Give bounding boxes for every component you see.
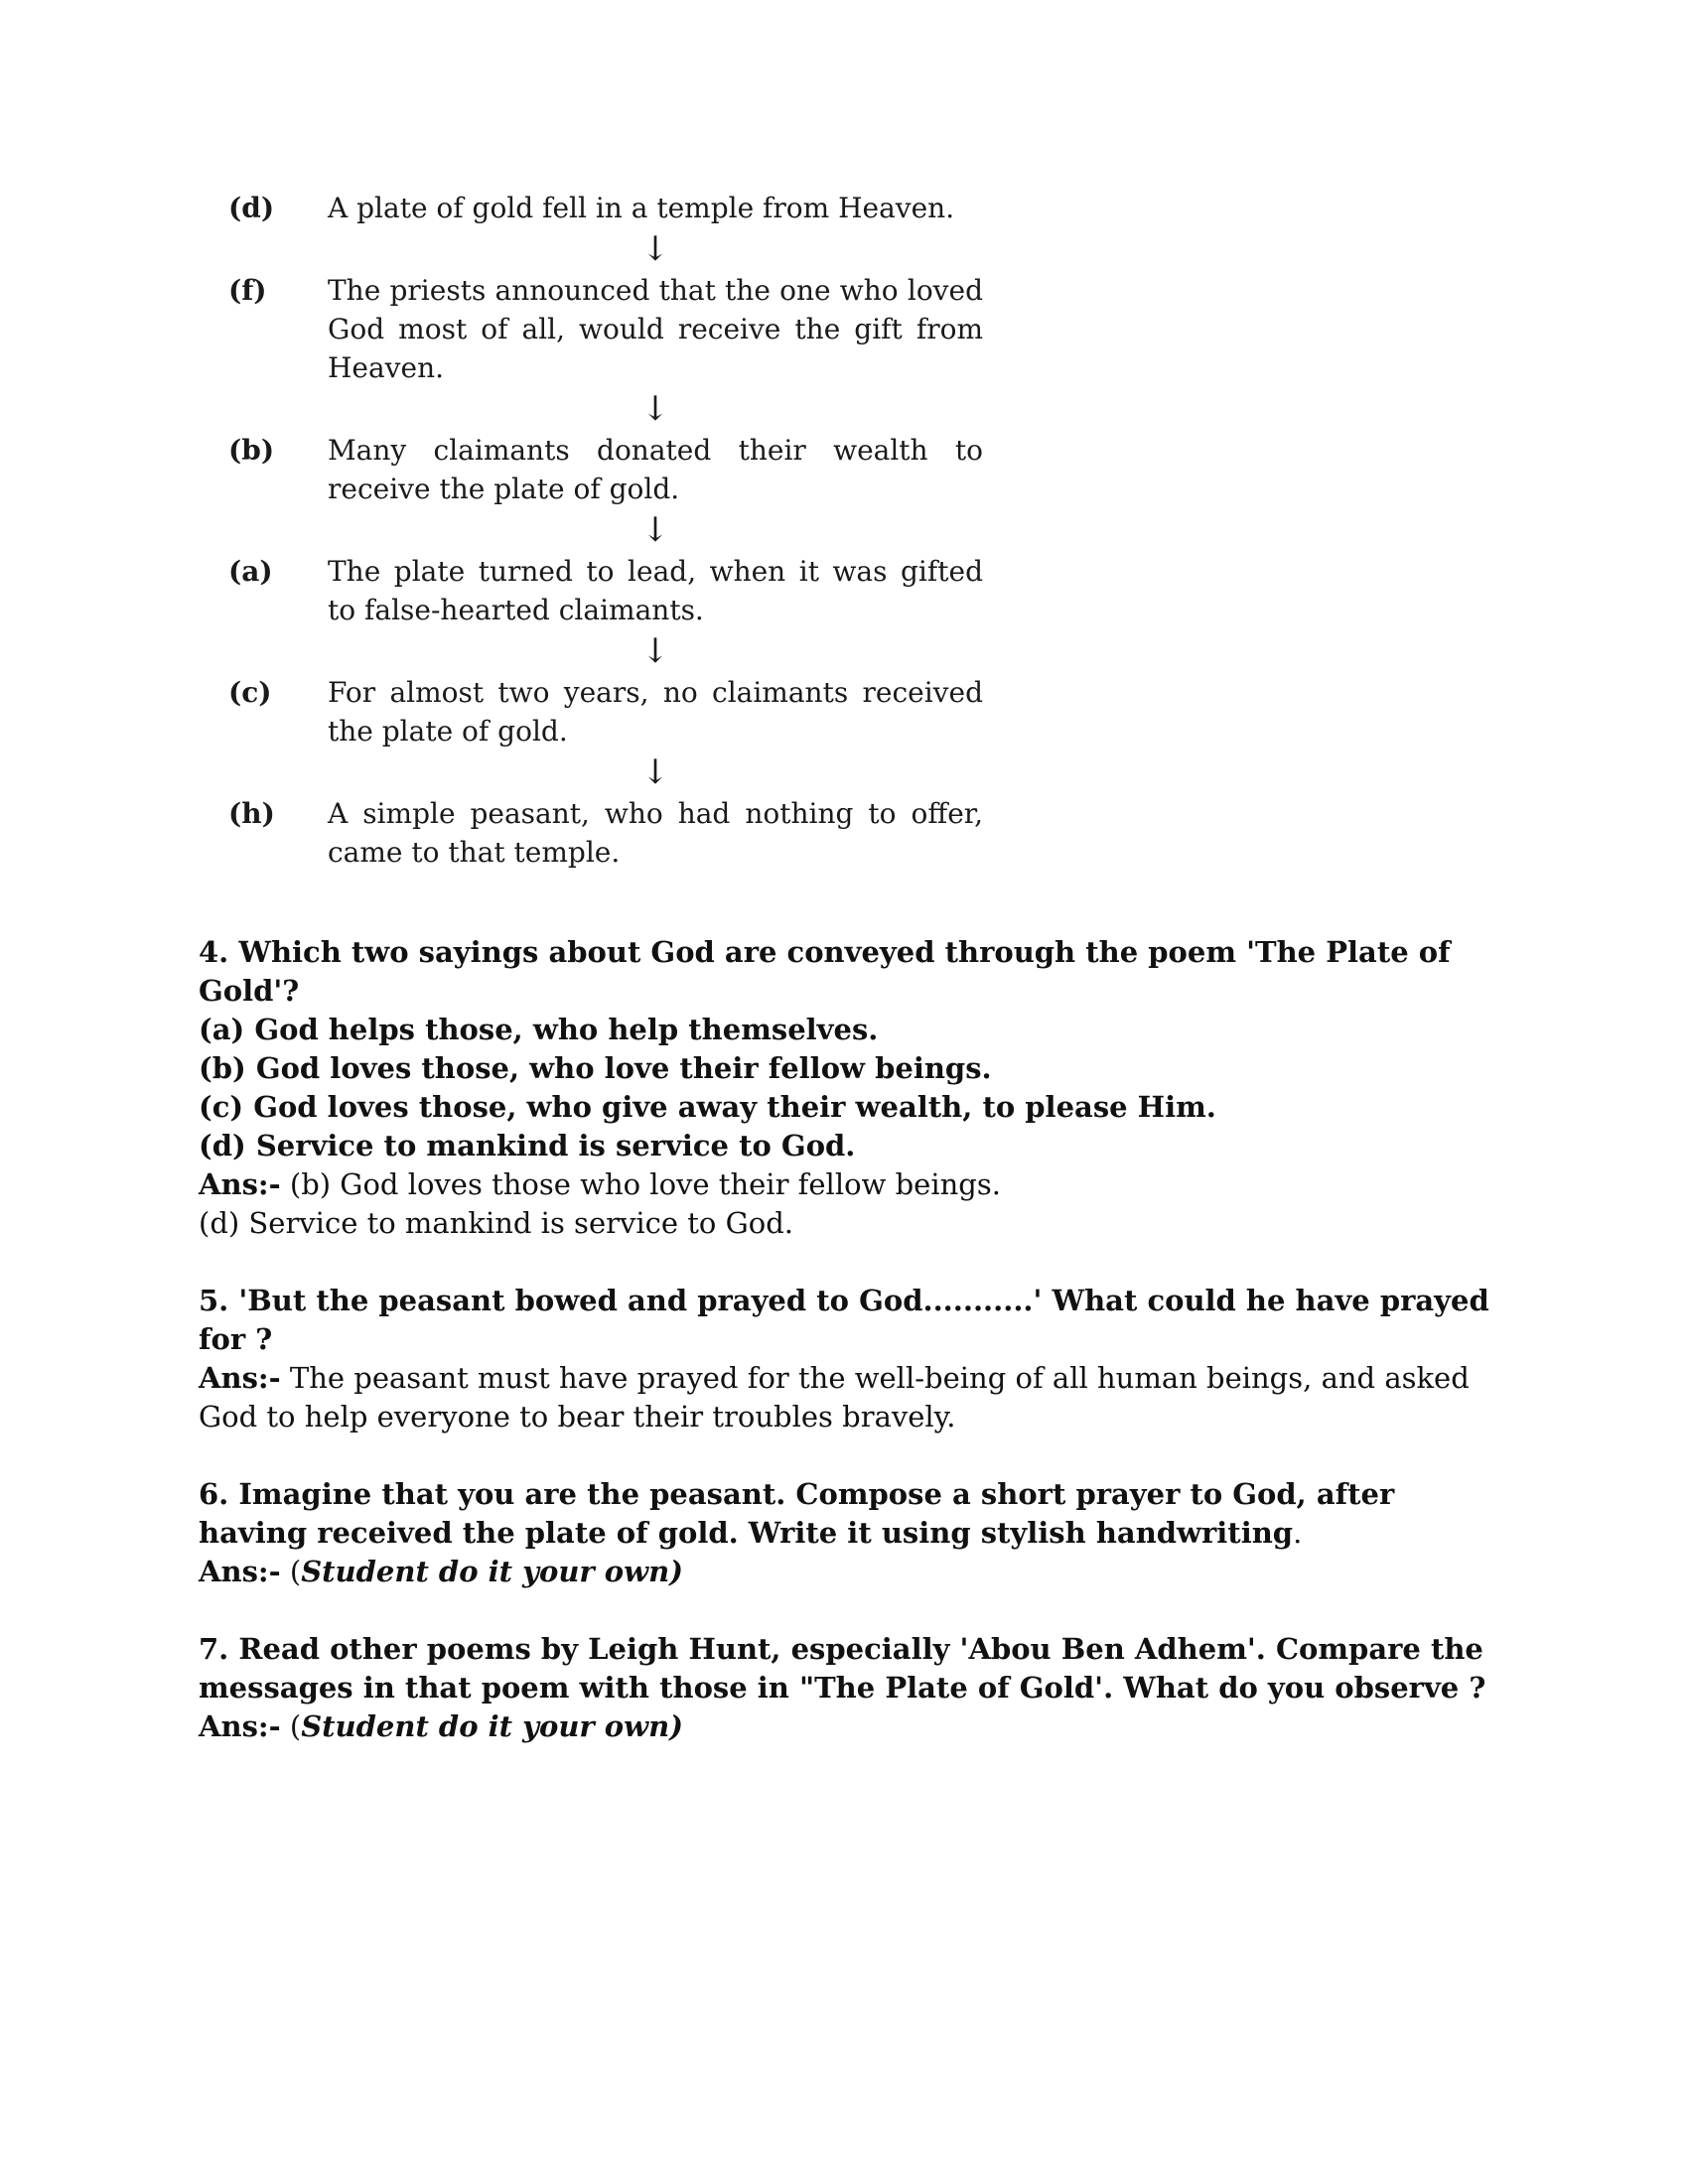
- spacer: [199, 1243, 1499, 1282]
- step-text: The plate turned to lead, when it was gifted to false-hearted claimants.: [328, 555, 983, 626]
- down-arrow-icon: ↓: [640, 510, 670, 550]
- answer-open-paren: (: [280, 1709, 302, 1743]
- step-letter: (c): [228, 676, 272, 709]
- answer-5: [199, 1359, 1499, 1436]
- sequence-step: [228, 431, 983, 508]
- step-letter: (a): [228, 555, 273, 588]
- sequence-step: [228, 794, 983, 872]
- question-6: [199, 1475, 1499, 1553]
- sequence-step: [228, 552, 983, 629]
- answer-label: Ans:-: [199, 1167, 281, 1201]
- down-arrow-icon: ↓: [640, 389, 670, 429]
- answer-text: The peasant must have prayed for the well-being of all human beings, and asked God to help everyone to bear their troubles bravely.: [199, 1361, 1470, 1433]
- answer-7: [199, 1707, 1499, 1746]
- question-7: 7. Read other poems by Leigh Hunt, especially 'Abou Ben Adhem'. Compare the messages in that poem with those in "The Plate of Gold'. What do you observe ?: [199, 1632, 1486, 1705]
- option-b: (b) God loves those, who love their fellow beings.: [199, 1051, 992, 1085]
- sequence-step: [228, 271, 983, 387]
- down-arrow-icon: ↓: [640, 229, 670, 269]
- answer-text: Student do it your own): [301, 1555, 683, 1588]
- down-arrow-icon: ↓: [640, 631, 670, 671]
- answer-label: Ans:-: [199, 1361, 281, 1395]
- step-letter: (b): [228, 434, 275, 467]
- answer-4: [199, 1165, 1499, 1204]
- answer-text: (b) God loves those who love their fellow beings.: [280, 1167, 1001, 1201]
- answer-6: [199, 1553, 1499, 1591]
- answer-label: Ans:-: [199, 1555, 281, 1588]
- step-letter: (h): [228, 797, 275, 830]
- option-c: (c) God loves those, who give away their wealth, to please Him.: [199, 1090, 1216, 1124]
- down-arrow-icon: ↓: [640, 752, 670, 792]
- step-text: Many claimants donated their wealth to receive the plate of gold.: [328, 434, 983, 505]
- sequence-step: [228, 189, 983, 227]
- questions-answers: [199, 933, 1499, 1746]
- answer-label: Ans:-: [199, 1709, 281, 1743]
- answer-open-paren: (: [280, 1555, 302, 1588]
- question-text: 6. Imagine that you are the peasant. Compose a short prayer to God, after having received the plate of gold. Write it using stylish handwriting: [199, 1477, 1395, 1550]
- sequence-flowchart: [228, 189, 983, 872]
- answer-4-line-2: (d) Service to mankind is service to God.: [199, 1206, 793, 1240]
- option-a: (a) God helps those, who help themselves.: [199, 1013, 879, 1046]
- question-4: 4. Which two sayings about God are conveyed through the poem 'The Plate of Gold'?: [199, 935, 1451, 1008]
- step-letter: (d): [228, 192, 275, 224]
- question-end: .: [1293, 1516, 1303, 1550]
- option-d: (d) Service to mankind is service to God.: [199, 1129, 856, 1162]
- sequence-step: [228, 673, 983, 751]
- question-5: 5. 'But the peasant bowed and prayed to God...........' What could he have prayed for ?: [199, 1284, 1489, 1356]
- spacer: [199, 1591, 1499, 1630]
- step-text: For almost two years, no claimants received the plate of gold.: [328, 676, 983, 748]
- answer-text: Student do it your own): [301, 1709, 683, 1743]
- step-text: The priests announced that the one who loved God most of all, would receive the gift from Heaven.: [328, 274, 983, 384]
- step-text: A plate of gold fell in a temple from Heaven.: [328, 192, 955, 224]
- step-text: A simple peasant, who had nothing to offer, came to that temple.: [328, 797, 983, 869]
- spacer: [199, 1436, 1499, 1475]
- step-letter: (f): [228, 274, 267, 307]
